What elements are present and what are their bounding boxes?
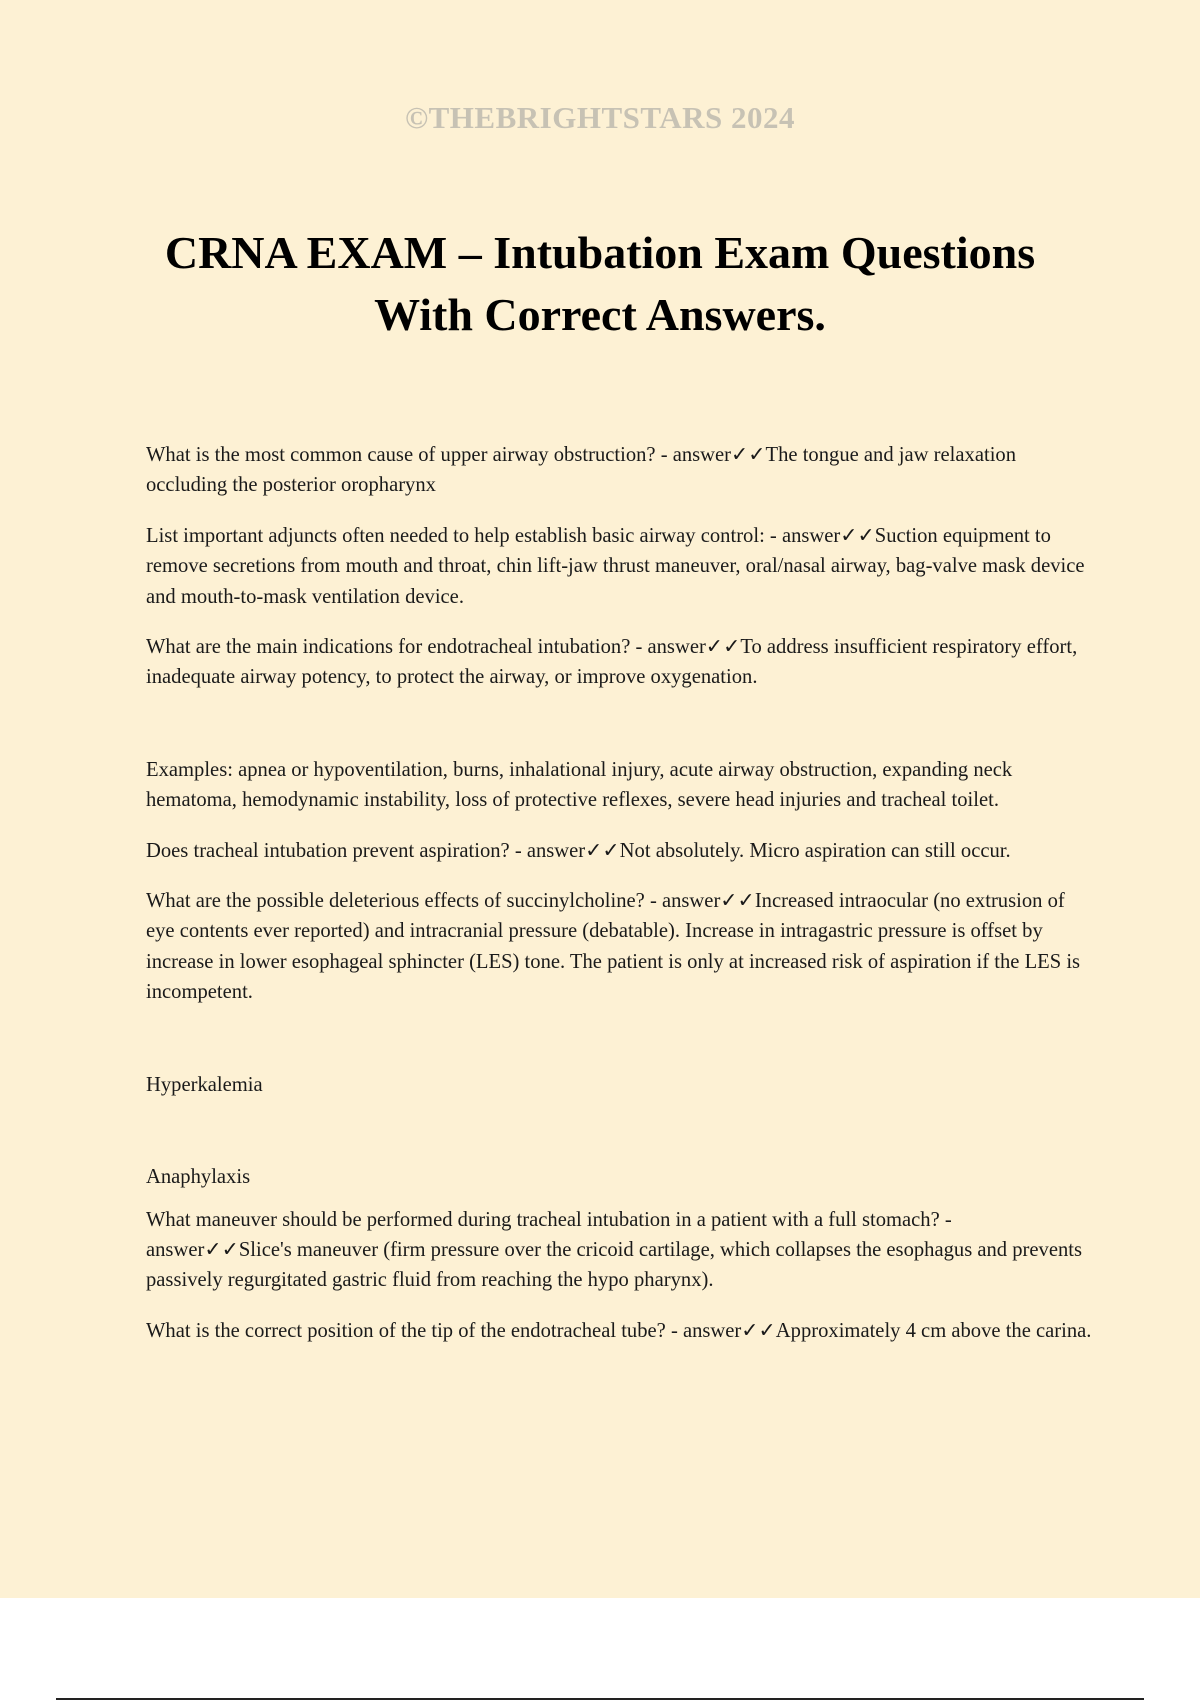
qa-item-aspiration: Does tracheal intubation prevent aspiration? - answer✓✓Not absolutely. Micro aspiration can still occur. (146, 839, 1011, 862)
copyright-watermark: ©THEBRIGHTSTARS 2024 (404, 100, 796, 135)
qa-item-upper-airway: What is the most common cause of upper airway obstruction? - answer✓✓The tongue and jaw relaxation occluding the posterior oropharynx (146, 444, 1017, 497)
qa-item-tube-tip-position: What is the correct position of the tip of the endotracheal tube? - answer✓✓Approximately 4 cm above the carina. (146, 1319, 1092, 1342)
effect-anaphylaxis: Anaphylaxis (146, 1166, 251, 1189)
examples-paragraph: Examples: apnea or hypoventilation, burns, inhalational injury, acute airway obstruction, expanding neck hematoma, hemodynamic instability, loss of protective reflexes, severe head injuries and tracheal toilet. (146, 758, 1013, 812)
effect-hyperkalemia: Hyperkalemia (146, 1073, 263, 1096)
qa-item-intubation-indications: What are the main indications for endotracheal intubation? - answer✓✓To address insufficient respiratory effort, inadequate airway potency, to protect the airway, or improve oxygenation. (146, 636, 1078, 689)
qa-content (146, 440, 1092, 1366)
paragraph-gap (146, 713, 1092, 755)
qa-item-airway-adjuncts: List important adjuncts often needed to help establish basic airway control: - answer✓✓Suction equipment to remove secretions from mouth and throat, chin lift-jaw thrust maneuver, oral/nasal airway, bag-valve mask device and mouth-to-mask ventilation device. (146, 524, 1085, 608)
title-line-2: With Correct Answers. (374, 289, 826, 340)
page-title (100, 222, 1100, 346)
title-line-1: CRNA EXAM – Intubation Exam Questions (164, 227, 1036, 278)
paragraph-gap (146, 1120, 1092, 1162)
qa-item-succinylcholine: What are the possible deleterious effects of succinylcholine? - answer✓✓Increased intraocular (no extrusion of eye contents ever reported) and intracranial pressure (debatable). Increase in intragastric pressure is offset by increase in lower esophageal sphincter (LES) tone. The patient is only at increased risk of aspiration if the LES is incompetent. (146, 890, 1081, 1004)
qa-item-full-stomach-maneuver: What maneuver should be performed during tracheal intubation in a patient with a full stomach? - answer✓✓Slice's maneuver (firm pressure over the cricoid cartilage, which collapses the esophagus and prevents passively regurgitated gastric fluid from reaching the hypo pharynx). (146, 1208, 1083, 1292)
paragraph-gap (146, 1028, 1092, 1070)
